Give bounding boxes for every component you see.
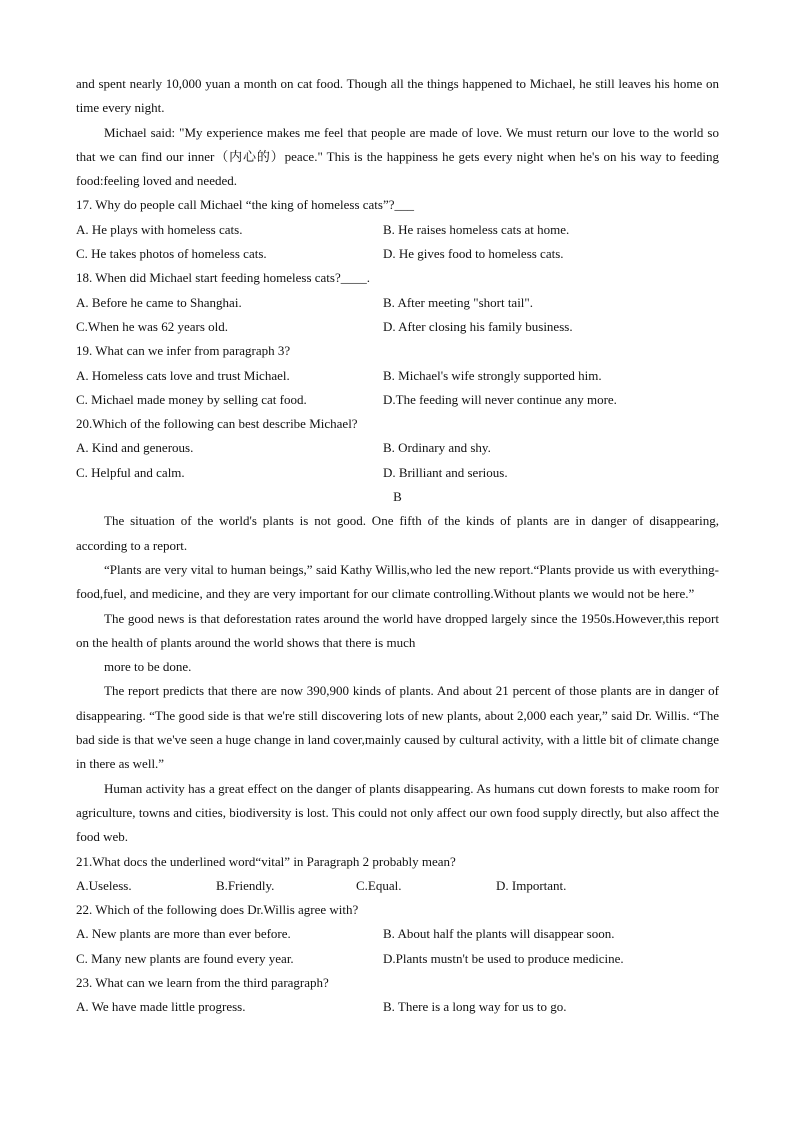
option-17a: A. He plays with homeless cats. xyxy=(76,221,243,237)
document-page xyxy=(76,72,719,1020)
option-21d: D. Important. xyxy=(496,877,567,893)
option-18b: B. After meeting "short tail". xyxy=(383,294,533,310)
option-21a: A.Useless. xyxy=(76,877,132,893)
option-22a: A. New plants are more than ever before. xyxy=(76,926,291,942)
passage-b-paragraph-3-continued: more to be done. xyxy=(104,659,192,675)
question-19-stem: 19. What can we infer from paragraph 3? xyxy=(76,343,291,359)
option-18c: C.When he was 62 years old. xyxy=(76,318,228,334)
question-20-options-row-1 xyxy=(76,436,719,460)
question-22-options-row-1 xyxy=(76,922,719,946)
option-20d: D. Brilliant and serious. xyxy=(383,464,508,480)
option-20c: C. Helpful and calm. xyxy=(76,464,185,480)
passage-b-paragraph-5: Human activity has a great effect on the danger of plants disappearing. As humans cut down forests to make room for agriculture, towns and cities, biodiversity is lost. This could not only affect our own food supply directly, but also affect the food web. xyxy=(76,780,719,845)
passage-b-paragraph-3: The good news is that deforestation rates around the world have dropped largely since the 1950s.However,this report on the health of plants around the world shows that there is much xyxy=(76,610,719,650)
question-17-options-row-2 xyxy=(76,242,719,266)
option-20a: A. Kind and generous. xyxy=(76,440,194,456)
option-17c: C. He takes photos of homeless cats. xyxy=(76,246,267,262)
option-22c: C. Many new plants are found every year. xyxy=(76,950,294,966)
question-23-stem: 23. What can we learn from the third paragraph? xyxy=(76,974,329,990)
option-19a: A. Homeless cats love and trust Michael. xyxy=(76,367,290,383)
option-23b: B. There is a long way for us to go. xyxy=(383,999,567,1015)
passage-b-paragraph-2: “Plants are very vital to human beings,” said Kathy Willis,who led the new report.“Plants provide us with everything-food,fuel, and medicine, and they are very important for our climate controlling.Without plants we would not be here.” xyxy=(76,561,719,602)
option-19b: B. Michael's wife strongly supported him. xyxy=(383,367,602,383)
option-18d: D. After closing his family business. xyxy=(383,318,573,334)
option-21b: B.Friendly. xyxy=(216,877,275,893)
question-19-options-row-2 xyxy=(76,388,719,412)
option-22b: B. About half the plants will disappear soon. xyxy=(383,926,615,942)
section-b-heading: B xyxy=(393,489,402,505)
question-20-options-row-2 xyxy=(76,461,719,485)
question-23-options-row-1 xyxy=(76,995,719,1019)
question-18-options-row-1 xyxy=(76,291,719,315)
option-22d: D.Plants mustn't be used to produce medicine. xyxy=(383,950,624,966)
option-19d: D.The feeding will never continue any more. xyxy=(383,391,617,407)
option-17d: D. He gives food to homeless cats. xyxy=(383,246,564,262)
question-18-stem: 18. When did Michael start feeding homeless cats?____. xyxy=(76,270,370,286)
option-17b: B. He raises homeless cats at home. xyxy=(383,221,570,237)
question-17-options-row-1 xyxy=(76,218,719,242)
question-18-options-row-2 xyxy=(76,315,719,339)
passage-b-paragraph-1: The situation of the world's plants is not good. One fifth of the kinds of plants are in danger of disappearing, according to a report. xyxy=(76,513,719,553)
option-20b: B. Ordinary and shy. xyxy=(383,440,491,456)
option-19c: C. Michael made money by selling cat food. xyxy=(76,391,307,407)
passage-b-paragraph-4: The report predicts that there are now 390,900 kinds of plants. And about 21 percent of those plants are in danger of disappearing. “The good side is that we're still discovering lots of new plants, about 2,000 each year,” said Dr. Willis. “The bad side is that we've seen a huge change in land cover,mainly caused by cultural activity, with a little bit of climate change in there as well.” xyxy=(76,683,719,772)
question-22-stem: 22. Which of the following does Dr.Willis agree with? xyxy=(76,902,359,918)
question-22-options-row-2 xyxy=(76,947,719,971)
option-18a: A. Before he came to Shanghai. xyxy=(76,294,242,310)
question-21-options xyxy=(76,874,719,898)
option-23a: A. We have made little progress. xyxy=(76,999,246,1015)
question-21-stem: 21.What docs the underlined word“vital” in Paragraph 2 probably mean? xyxy=(76,853,456,869)
question-20-stem: 20.Which of the following can best describe Michael? xyxy=(76,416,358,432)
option-21c: C.Equal. xyxy=(356,877,402,893)
passage-a-paragraph-end: and spent nearly 10,000 yuan a month on cat food. Though all the things happened to Michael, he still leaves his home on time every night. xyxy=(76,76,719,116)
passage-a-michael-quote: Michael said: "My experience makes me feel that people are made of love. We must return our love to the world so that we can find our inner（内心的）peace." This is the happiness he gets every night when he's on his way to feeding food:feeling loved and needed. xyxy=(76,124,719,189)
question-19-options-row-1 xyxy=(76,364,719,388)
question-17-stem: 17. Why do people call Michael “the king of homeless cats”?___ xyxy=(76,197,415,213)
